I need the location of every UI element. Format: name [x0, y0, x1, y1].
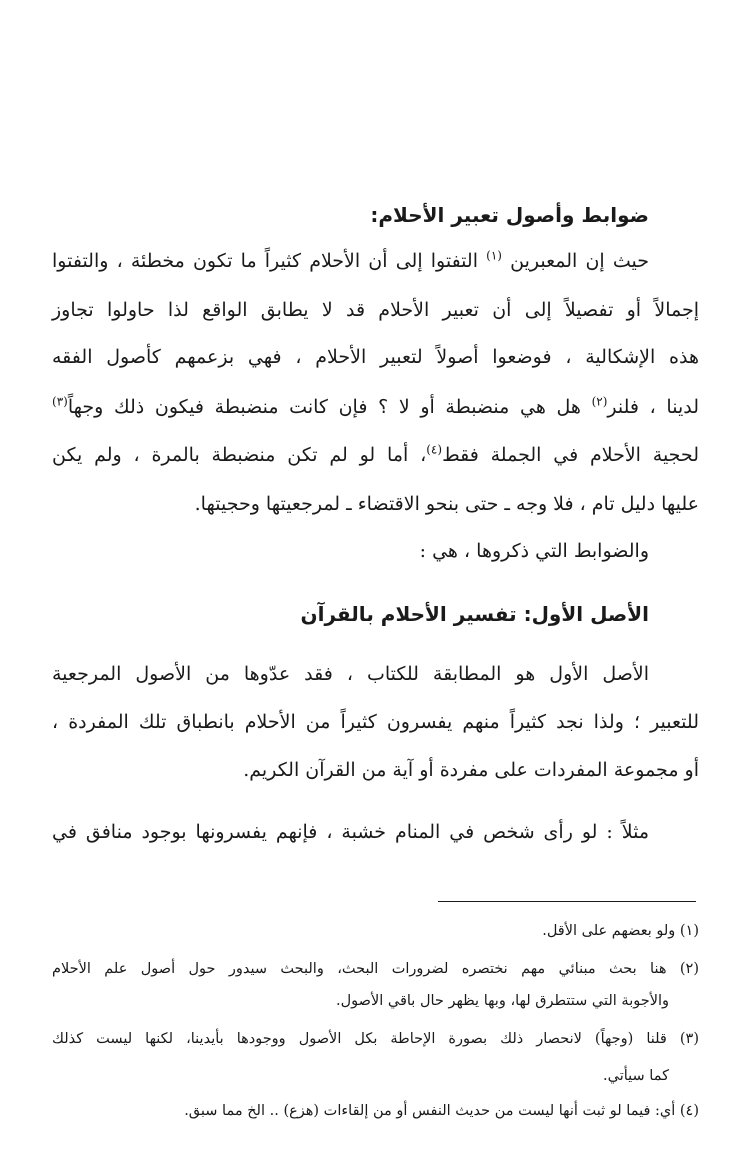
paragraph-line — [52, 441, 699, 469]
footnote-4: (٤) أي: فيما لو ثبت أنها ليست من حديث النفس أو من إلقاءات (هزع) .. الخ مما سبق. — [184, 1103, 699, 1119]
paragraph-line: الأصل الأول هو المطابقة للكتاب ، فقد عدّوها من الأصول المرجعية — [52, 663, 649, 685]
footnote-ref-4: (٤) — [426, 442, 443, 457]
text-run: لدينا ، فلنر — [607, 396, 700, 418]
footnote-3: (٣) قلنا (وجهاً) لانحصار ذلك بصورة الإحاطة بكل الأصول ووجودها بأيدينا، لكنها ليست كذلك — [52, 1031, 699, 1047]
paragraph-line: مثلاً : لو رأى شخص في المنام خشبة ، فإنهم يفسرونها بوجود منافق في — [52, 821, 649, 843]
paragraph-line: والضوابط التي ذكروها ، هي : — [419, 540, 649, 562]
footnote-divider — [438, 901, 696, 902]
text-run: هل هي منضبطة أو لا ؟ فإن كانت منضبطة فيكون ذلك وجهاً — [67, 396, 592, 418]
footnote-3-continued: كما سيأتي. — [603, 1068, 669, 1084]
footnote-1: (١) ولو بعضهم على الأقل. — [542, 923, 699, 939]
text-run: حيث إن المعبرين — [501, 250, 649, 272]
paragraph-line: عليها دليل تام ، فلا وجه ـ حتى بنحو الاقتضاء ـ لمرجعيتها وحجيتها. — [194, 493, 699, 515]
footnote-2-continued: والأجوبة التي ستتطرق لها، وبها يظهر حال باقي الأصول. — [336, 993, 669, 1009]
footnote-ref-2: (٢) — [591, 394, 608, 409]
paragraph-line: للتعبير ؛ ولذا نجد كثيراً منهم يفسرون كثيراً من الأحلام بانطباق تلك المفردة ، — [52, 711, 699, 733]
text-run: ، أما لو لم تكن منضبطة بالمرة ، ولم يكن — [52, 444, 427, 466]
paragraph-line: إجمالاً أو تفصيلاً إلى أن تعبير الأحلام قد لا يطابق الواقع لذا حاولوا تجاوز — [52, 299, 699, 321]
section-heading: ضوابط وأصول تعبير الأحلام: — [370, 203, 649, 227]
text-run: لحجية الأحلام في الجملة فقط — [442, 444, 699, 466]
subheading: الأصل الأول: تفسير الأحلام بالقرآن — [300, 602, 649, 626]
paragraph-line — [52, 393, 699, 421]
text-run: التفتوا إلى أن الأحلام كثيراً ما تكون مخطئة ، والتفتوا — [52, 250, 487, 272]
paragraph-line — [52, 247, 649, 275]
footnote-ref-1: (١) — [486, 248, 502, 263]
paragraph-line: هذه الإشكالية ، فوضعوا أصولاً لتعبير الأحلام ، فهي بزعمهم كأصول الفقه — [52, 346, 699, 368]
footnote-2: (٢) هنا بحث مبنائي مهم نختصره لضرورات البحث، والبحث سيدور حول أصول علم الأحلام — [52, 961, 699, 977]
paragraph-line: أو مجموعة المفردات على مفردة أو آية من القرآن الكريم. — [243, 759, 699, 781]
footnote-ref-3: (٣) — [52, 394, 68, 409]
